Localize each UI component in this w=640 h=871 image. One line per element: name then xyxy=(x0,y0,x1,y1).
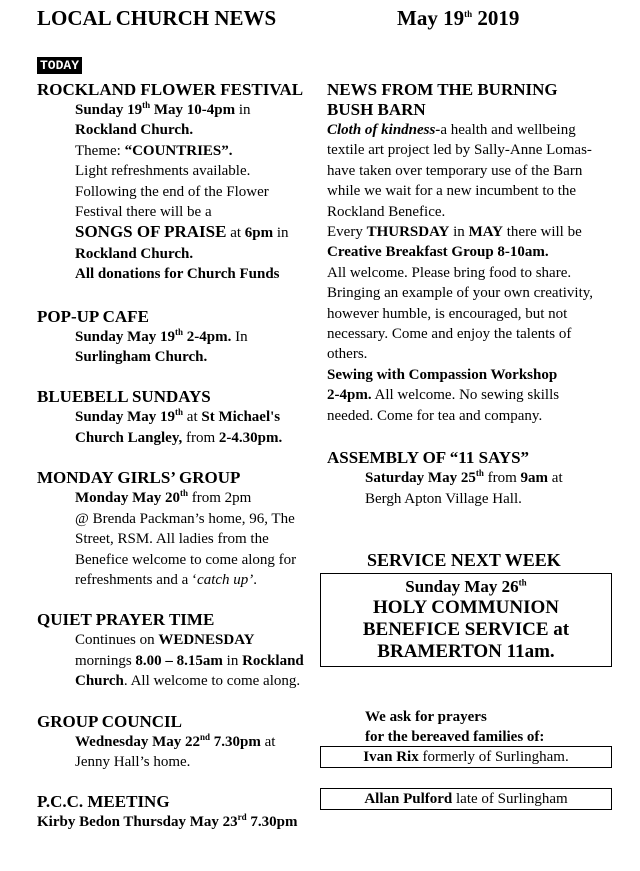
burning-bush-barn-section: NEWS FROM THE BURNING BUSH BARN Cloth of kindness-a health and wellbeing textile art project led by Sally-Anne Lomas- have taken over temporary use of the Barn while we wait for a new incumbent to the Rockland Benefice. Every THURSDAY in MAY there will be Creative Breakfast Group 8-10am. All welcome. Please bring food to share. Bringing an example of your own creativity, however humble, is encouraged, but not necessary. Come and enjoy the talents of others. Sewing with Compassion Workshop 2-4pm. All welcome. No sewing skills needed. Come for tea and company. xyxy=(327,80,617,426)
section-heading: QUIET PRAYER TIME xyxy=(37,610,215,630)
prayer-request: We ask for prayers for the bereaved families of: xyxy=(365,709,545,746)
section-heading: MONDAY GIRLS’ GROUP xyxy=(37,468,241,488)
service-next-week-heading: SERVICE NEXT WEEK xyxy=(367,550,561,570)
bereaved-family-item: Allan Pulford late of Surlingham xyxy=(320,788,612,810)
newsletter-title: LOCAL CHURCH NEWS xyxy=(37,6,277,30)
section-heading-cont: BUSH BARN xyxy=(327,100,426,119)
pcc-meeting-section: P.C.C. MEETING Kirby Bedon Thursday May 23rd 7.30pm xyxy=(37,792,307,832)
bluebell-section: BLUEBELL SUNDAYS Sunday May 19th at St Michael's Church Langley, from 2-4.30pm. xyxy=(37,387,307,448)
section-heading: NEWS FROM THE BURNING xyxy=(327,80,558,99)
assembly-section: ASSEMBLY OF “11 SAYS” Saturday May 25th from 9am at Bergh Apton Village Hall. xyxy=(327,448,617,509)
newsletter-date: May 19th 2019 xyxy=(397,6,520,30)
section-heading: P.C.C. MEETING xyxy=(37,792,170,812)
girls-group-section: MONDAY GIRLS’ GROUP Monday May 20th from 2pm @ Brenda Packman’s home, 96, The Street, RSM. All ladies from the Benefice welcome to come along for refreshments and a ‘catch up’. xyxy=(37,468,307,590)
section-heading: ROCKLAND FLOWER FESTIVAL xyxy=(37,80,304,99)
right-column xyxy=(327,80,617,509)
popup-cafe-section: POP-UP CAFE Sunday May 19th 2-4pm. In Surlingham Church. xyxy=(37,307,307,368)
bereaved-family-item: Ivan Rix formerly of Surlingham. xyxy=(320,746,612,768)
group-council-section: GROUP COUNCIL Wednesday May 22nd 7.30pm at Jenny Hall’s home. xyxy=(37,712,307,773)
left-column xyxy=(37,80,307,833)
flower-festival-section: ROCKLAND FLOWER FESTIVAL Sunday 19th May 10-4pm in Rockland Church. Theme: “COUNTRIES”. Light refreshments available. Following the end of the Flower Festival there will be a SONGS OF PRAISE at 6pm in Rockland Church. All donations for Church Funds xyxy=(37,80,307,285)
quiet-prayer-section: QUIET PRAYER TIME Continues on WEDNESDAY mornings 8.00 – 8.15am in Rockland Church. All welcome to come along. xyxy=(37,610,307,691)
today-badge: TODAY xyxy=(37,57,82,74)
service-box: Sunday May 26th HOLY COMMUNION BENEFICE SERVICE at BRAMERTON 11am. xyxy=(320,573,612,667)
section-heading: POP-UP CAFE xyxy=(37,306,149,326)
section-heading: BLUEBELL SUNDAYS xyxy=(37,387,211,407)
section-heading: ASSEMBLY OF “11 SAYS” xyxy=(327,448,530,468)
section-heading: GROUP COUNCIL xyxy=(37,711,182,731)
